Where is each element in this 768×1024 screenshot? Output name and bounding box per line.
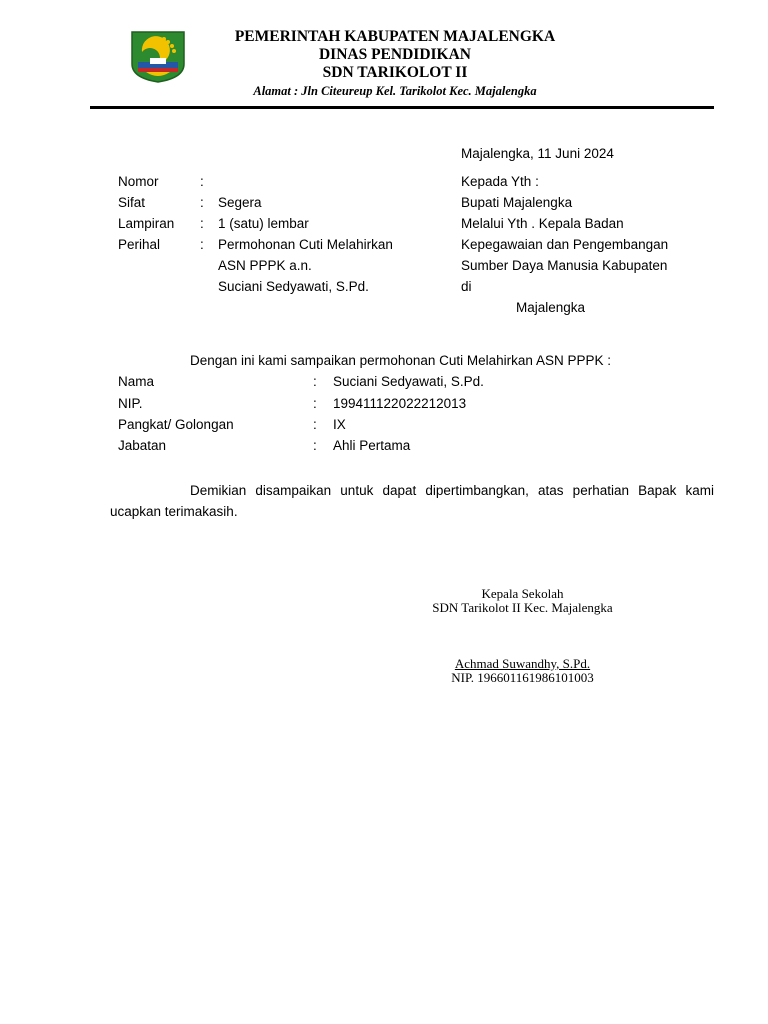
header-divider <box>90 106 714 109</box>
recipient-line: Sumber Daya Manusia Kabupaten <box>461 258 668 273</box>
meta-sifat-label: Sifat <box>118 195 146 210</box>
recipient-city: Majalengka <box>516 300 586 315</box>
meta-lampiran-label: Lampiran <box>118 216 175 231</box>
header-address: Alamat : Jln Citeureup Kel. Tarikolot Kec. Majalengka <box>253 84 537 98</box>
data-value-jabatan: Ahli Pertama <box>333 438 411 453</box>
data-value-nip: 199411122022212013 <box>333 396 467 411</box>
meta-perihal-line: Permohonan Cuti Melahirkan <box>218 237 393 252</box>
header-government: PEMERINTAH KABUPATEN MAJALENGKA <box>234 28 556 45</box>
signature-title: Kepala Sekolah <box>481 586 564 601</box>
data-colon: : <box>313 438 317 453</box>
recipient-line: di <box>461 279 472 294</box>
body-intro: Dengan ini kami sampaikan permohonan Cuti Melahirkan ASN PPPK : <box>190 353 611 368</box>
recipient-line: Bupati Majalengka <box>461 195 573 210</box>
meta-perihal-label: Perihal <box>118 237 161 252</box>
meta-lampiran-colon: : <box>200 216 204 231</box>
meta-sifat-colon: : <box>200 195 204 210</box>
data-colon: : <box>313 374 317 389</box>
regency-logo <box>128 28 188 84</box>
meta-lampiran-value: 1 (satu) lembar <box>218 216 309 231</box>
recipient-line: Kepada Yth : <box>461 174 539 189</box>
signature-school: SDN Tarikolot II Kec. Majalengka <box>432 600 613 615</box>
meta-perihal-line: ASN PPPK a.n. <box>218 258 312 273</box>
data-colon: : <box>313 396 317 411</box>
letter-date: Majalengka, 11 Juni 2024 <box>461 146 614 161</box>
meta-perihal-line: Suciani Sedyawati, S.Pd. <box>218 279 369 294</box>
header-department: DINAS PENDIDIKAN <box>318 46 471 63</box>
meta-nomor-colon: : <box>200 174 204 189</box>
data-colon: : <box>313 417 317 432</box>
data-value-nama: Suciani Sedyawati, S.Pd. <box>333 374 484 389</box>
recipient-line: Kepegawaian dan Pengembangan <box>461 237 669 252</box>
meta-sifat-value: Segera <box>218 195 262 210</box>
data-label: NIP. <box>118 396 143 411</box>
data-label: Pangkat/ Golongan <box>118 417 234 432</box>
data-label: Jabatan <box>118 438 167 453</box>
data-value-golongan: IX <box>333 417 346 432</box>
closing-paragraph: Demikian disampaikan untuk dapat dipertimbangkan, atas perhatian Bapak kami ucapkan terimakasih. <box>110 483 714 519</box>
meta-nomor-label: Nomor <box>118 174 159 189</box>
data-label: Nama <box>118 374 155 389</box>
recipient-line: Melalui Yth . Kepala Badan <box>461 216 624 231</box>
signature-name-text: Achmad Suwandhy, S.Pd. <box>454 656 591 671</box>
header-school: SDN TARIKOLOT II <box>322 64 468 81</box>
signature-nip: NIP. 196601161986101003 <box>451 670 594 685</box>
meta-perihal-colon: : <box>200 237 204 252</box>
